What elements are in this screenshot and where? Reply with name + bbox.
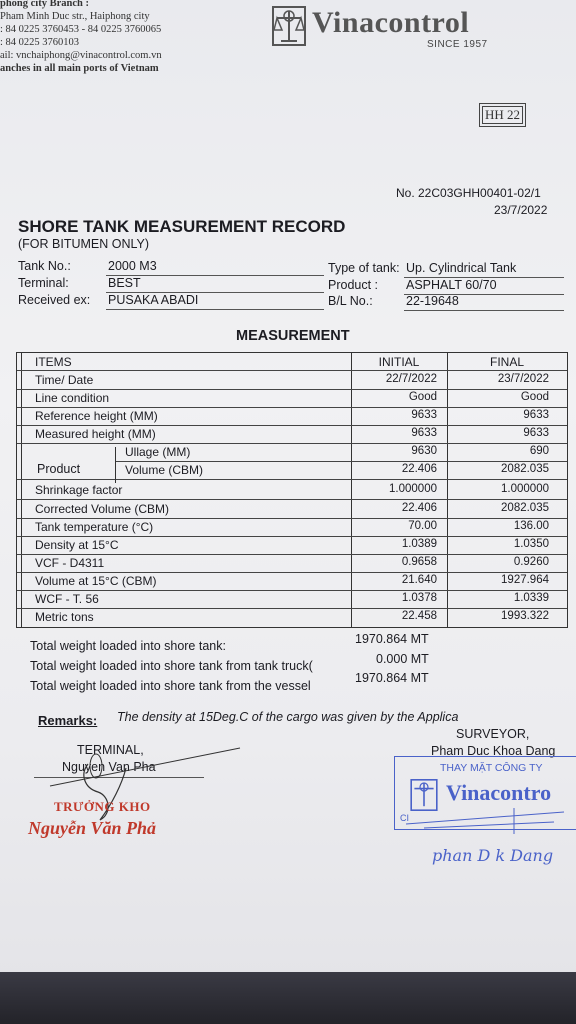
product-group-divider (115, 447, 116, 483)
total-label-1: Total weight loaded into shore tank: (30, 639, 226, 653)
total-value-2: 0.000 MT (376, 652, 429, 666)
branch-line-6: anches in all main ports of Vietnam (0, 63, 159, 74)
row-final-value: Good (520, 391, 549, 403)
type-label: Type of tank: (328, 261, 400, 275)
product-group-label: Product (37, 462, 81, 476)
row-label: Volume at 15°C (CBM) (35, 574, 157, 588)
row-rule (17, 572, 567, 573)
row-final-value: 1.0350 (513, 538, 549, 550)
branch-line-3: : 84 0225 3760453 - 84 0225 3760065 (0, 24, 162, 35)
row-initial-value: Good (408, 391, 437, 403)
branch-info (0, 0, 162, 75)
page-title: SHORE TANK MEASUREMENT RECORD (18, 217, 346, 236)
row-label: Volume (CBM) (125, 463, 204, 477)
surveyor-stamp-top: THAY MẶT CÔNG TY (440, 762, 543, 774)
background-surface (0, 972, 576, 1024)
surveyor-stamp-brand: Vinacontro (446, 780, 552, 805)
bl-value: 22-19648 (406, 294, 459, 308)
branch-line-5: ail: vnchaiphong@vinacontrol.com.vn (0, 50, 162, 61)
brand-since: SINCE 1957 (427, 39, 488, 50)
row-label: Shrinkage factor (35, 483, 123, 497)
row-rule (17, 554, 567, 555)
terminal-role: TERMINAL, (77, 743, 144, 757)
surveyor-role: SURVEYOR, (456, 727, 530, 741)
vinacontrol-logo-icon (272, 6, 306, 46)
row-rule (17, 389, 567, 390)
row-label: Ullage (MM) (125, 445, 191, 459)
branch-line-1: phong city Branch : (0, 0, 89, 9)
product-label: Product : (328, 278, 379, 292)
row-initial-value: 9630 (411, 445, 437, 457)
row-final-value: 1.000000 (501, 483, 549, 495)
row-initial-value: 70.00 (408, 520, 437, 532)
total-label-3: Total weight loaded into shore tank from the vessel (30, 679, 311, 693)
surveyor-name: Pham Duc Khoa Dang (431, 744, 556, 758)
row-final-value: 1.0339 (513, 592, 549, 604)
surveyor-signature: phan D k Dang (432, 846, 554, 865)
row-initial-value: 9633 (411, 409, 437, 421)
row-final-value: 136.00 (513, 520, 549, 532)
type-value: Up. Cylindrical Tank (406, 261, 517, 275)
row-label: Density at 15°C (35, 538, 119, 552)
total-label-2: Total weight loaded into shore tank from tank truck( (30, 659, 313, 673)
row-final-value: 2082.035 (501, 502, 549, 514)
table-inner-left (21, 353, 22, 627)
row-initial-value: 1.000000 (389, 483, 437, 495)
header-items: ITEMS (35, 355, 72, 369)
branch-line-4: : 84 0225 3760103 (0, 37, 80, 48)
row-initial-value: 21.640 (401, 574, 437, 586)
row-final-value: 1927.964 (501, 574, 549, 586)
received-underline (106, 309, 324, 310)
row-label: VCF - D4311 (35, 556, 105, 570)
total-value-1: 1970.864 MT (355, 632, 429, 646)
row-rule (17, 499, 567, 500)
terminal-stamp-title: TRƯỞNG KHO (54, 799, 151, 814)
row-label: WCF - T. 56 (35, 592, 99, 606)
row-final-value: 9633 (523, 409, 549, 421)
row-final-value: 1993.322 (501, 610, 549, 622)
measurement-table (16, 352, 568, 628)
row-initial-value: 0.9658 (401, 556, 437, 568)
surveyor-stamp-ci: CI (400, 813, 409, 823)
tank-no-label: Tank No.: (18, 259, 71, 273)
header-rule (17, 370, 567, 371)
row-rule (17, 425, 567, 426)
row-rule (17, 407, 567, 408)
surveyor-stamp-strokes-icon (404, 806, 574, 836)
document-date: 23/7/2022 (494, 203, 548, 217)
remarks-label: Remarks: (38, 713, 98, 728)
page-subtitle: (FOR BITUMEN ONLY) (18, 237, 150, 251)
row-label: Time/ Date (35, 373, 94, 387)
brand-name: Vinacontrol (312, 6, 470, 39)
row-label: Measured height (MM) (35, 427, 156, 441)
row-initial-value: 22/7/2022 (385, 373, 437, 385)
form-code: HH 22 (482, 106, 523, 124)
total-value-3: 1970.864 MT (355, 671, 429, 685)
row-initial-value: 22.458 (401, 610, 437, 622)
terminal-name: Nguyen Van Pha (62, 760, 156, 774)
row-final-value: 0.9260 (513, 556, 549, 568)
row-initial-value: 9633 (411, 427, 437, 439)
row-rule (17, 518, 567, 519)
row-label: Line condition (35, 391, 110, 405)
row-label: Corrected Volume (CBM) (35, 502, 170, 516)
row-final-value: 2082.035 (501, 463, 549, 475)
row-rule (17, 443, 567, 444)
received-value: PUSAKA ABADI (108, 293, 199, 307)
header-final: FINAL (489, 355, 524, 369)
row-label: Metric tons (35, 610, 94, 624)
terminal-stamp-name: Nguyễn Văn Phả (28, 818, 157, 838)
branch-line-2: Pham Minh Duc str., Haiphong city (0, 11, 150, 22)
row-label: Tank temperature (°C) (35, 520, 154, 534)
row-final-value: 9633 (523, 427, 549, 439)
row-rule (17, 479, 567, 480)
remarks-text: The density at 15Deg.C of the cargo was given by the Applica (117, 710, 459, 724)
row-rule (17, 590, 567, 591)
tank-no-value: 2000 M3 (108, 259, 157, 273)
row-initial-value: 1.0389 (401, 538, 437, 550)
row-final-value: 23/7/2022 (497, 373, 549, 385)
row-initial-value: 22.406 (401, 502, 437, 514)
bl-label: B/L No.: (328, 294, 373, 308)
row-rule (115, 461, 567, 462)
row-final-value: 690 (529, 445, 549, 457)
row-rule (17, 608, 567, 609)
row-initial-value: 22.406 (401, 463, 437, 475)
row-rule (17, 536, 567, 537)
measurement-heading: MEASUREMENT (236, 328, 350, 344)
product-value: ASPHALT 60/70 (406, 278, 497, 292)
header-initial: INITIAL (378, 355, 420, 369)
row-label: Reference height (MM) (35, 409, 158, 423)
document-number: No. 22C03GHH00401-02/1 (396, 186, 541, 200)
received-label: Received ex: (18, 293, 91, 307)
row-initial-value: 1.0378 (401, 592, 437, 604)
bl-underline (404, 310, 564, 311)
terminal-value: BEST (108, 276, 141, 290)
terminal-label: Terminal: (18, 276, 69, 290)
